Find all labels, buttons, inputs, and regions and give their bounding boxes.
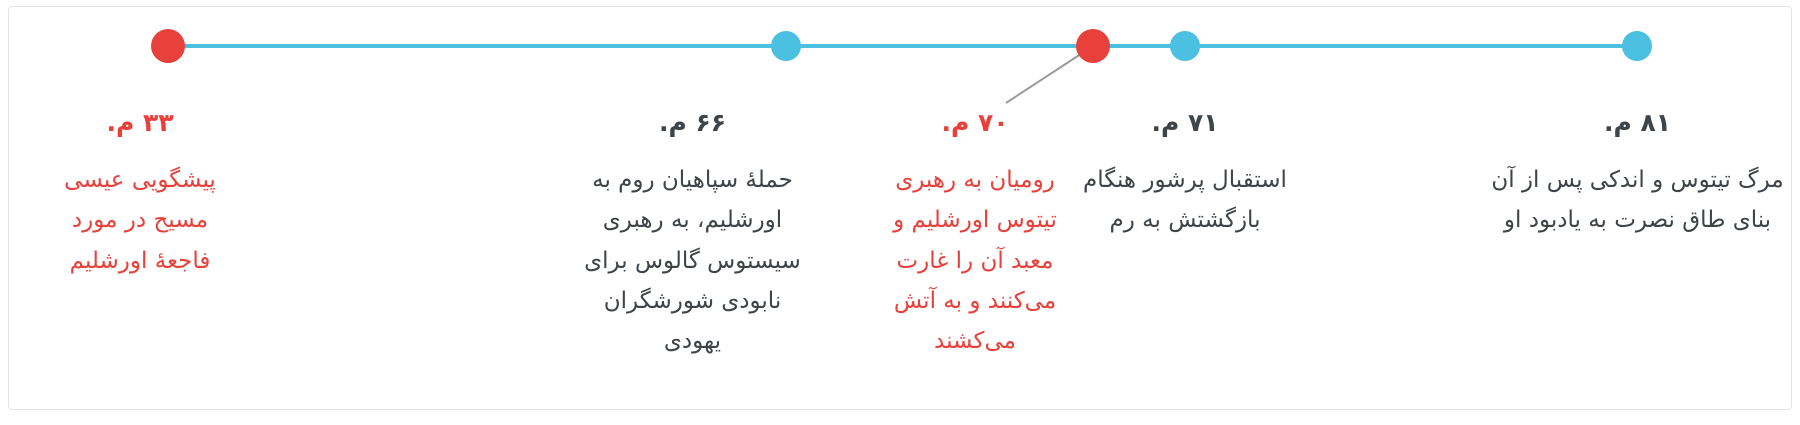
timeline-node-81[interactable] xyxy=(1622,31,1652,61)
timeline-entry-71 xyxy=(1060,108,1310,241)
timeline-description-66: حملهٔ سپاهیان روم به اورشلیم، به رهبری سیستوس گالوس برای نابودی شورشگران یهودی xyxy=(584,167,801,354)
timeline-year-70: ۷۰ م. xyxy=(941,108,1009,137)
timeline-entry-66 xyxy=(580,108,805,361)
timeline-node-33[interactable] xyxy=(151,29,185,63)
timeline-description-71: استقبال پرشور هنگام بازگشتش به رم xyxy=(1083,167,1287,234)
timeline-description-81: مرگ تیتوس و اندکی پس از آن بنای طاق نصرت به یادبود او xyxy=(1491,167,1784,234)
timeline-description-33: پیشگویی عیسی مسیح در مورد فاجعهٔ اورشلیم xyxy=(64,167,216,274)
timeline-node-71[interactable] xyxy=(1170,31,1200,61)
timeline-year-33: ۳۳ م. xyxy=(106,108,174,137)
timeline-node-70[interactable] xyxy=(1076,29,1110,63)
timeline-year-66: ۶۶ م. xyxy=(658,108,727,137)
timeline-year-81: ۸۱ م. xyxy=(1603,108,1672,137)
timeline-axis xyxy=(163,44,1638,48)
timeline-entry-33 xyxy=(60,108,220,281)
timeline-entry-81 xyxy=(1485,108,1790,241)
timeline-description-70: رومیان به رهبری تیتوس اورشلیم و معبد آن را غارت می‌کنند و به آتش می‌کشند xyxy=(893,167,1057,354)
timeline-node-66[interactable] xyxy=(771,31,801,61)
timeline-year-71: ۷۱ م. xyxy=(1151,108,1219,137)
timeline-entry-70 xyxy=(880,108,1070,361)
